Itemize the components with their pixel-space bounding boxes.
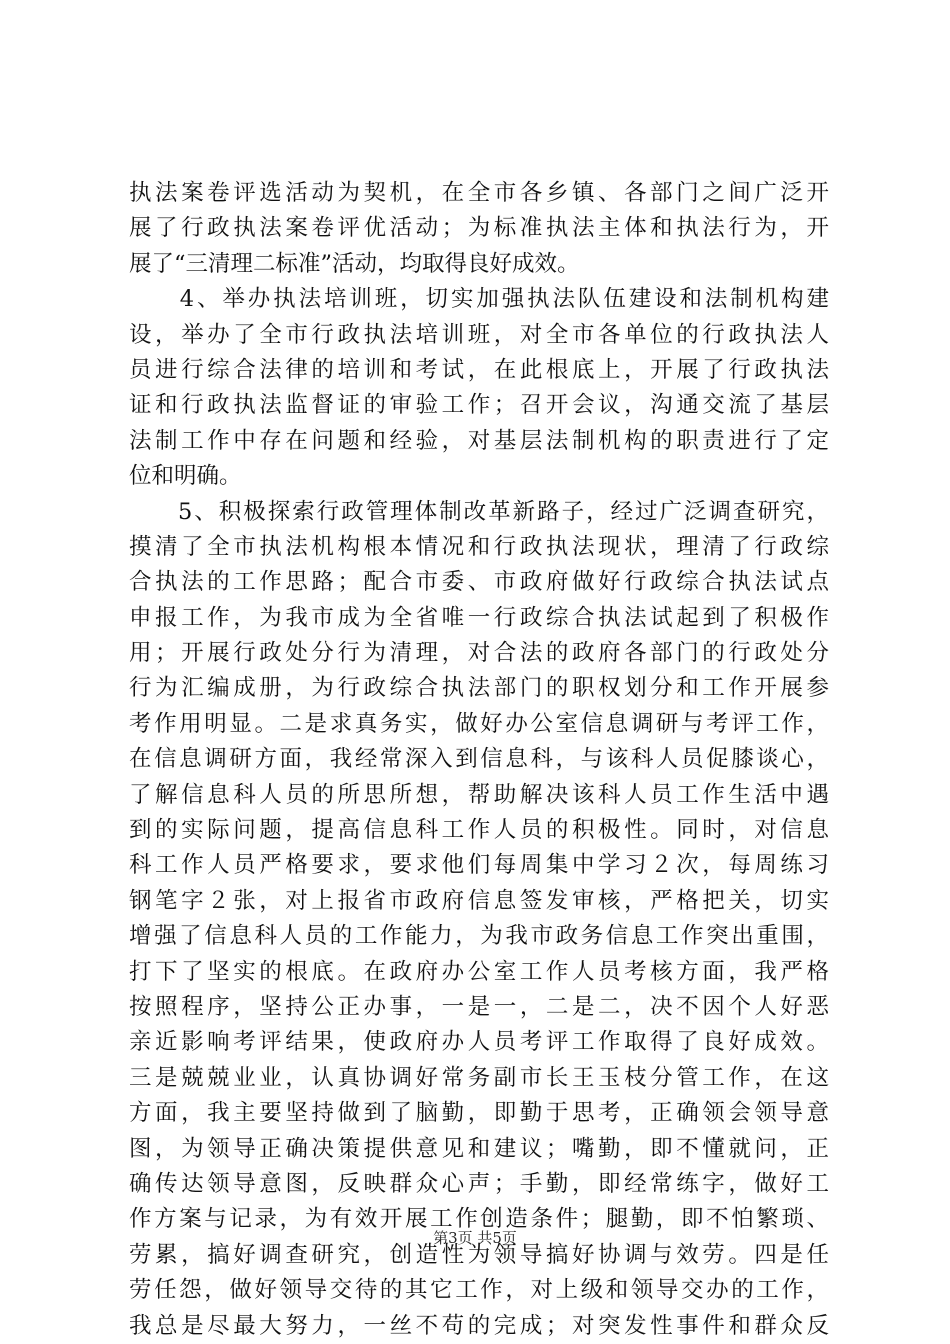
text-line: 到的实际问题，提高信息科工作人员的积极性。同时，对信息 [129,817,829,844]
text-line: 展了“三清理二标准”活动，均取得良好成效。 [129,250,580,277]
text-line: 合执法的工作思路；配合市委、市政府做好行政综合执法试点 [129,569,829,596]
text-line: 员进行综合法律的培训和考试，在此根底上，开展了行政执法 [129,356,829,383]
body-text [129,176,829,1344]
text-line: 亲近影响考评结果，使政府办人员考评工作取得了良好成效。 [129,1029,829,1056]
text-line: 在信息调研方面，我经常深入到信息科，与该科人员促膝谈心， [129,746,829,773]
text-line: 设，举办了全市行政执法培训班，对全市各单位的行政执法人 [129,321,829,348]
text-line: 摸清了全市执法机构根本情况和行政执法现状，理清了行政综 [129,533,829,560]
text-line: 方面，我主要坚持做到了脑勤，即勤于思考，正确领会领导意 [129,1100,829,1127]
text-line: 科工作人员严格要求，要求他们每周集中学习２次，每周练习 [129,852,829,879]
text-line: 三是兢兢业业，认真协调好常务副市长王玉枝分管工作，在这 [129,1064,829,1091]
text-line: 增强了信息科人员的工作能力，为我市政务信息工作突出重围， [129,923,829,950]
text-line: 钢笔字２张，对上报省市政府信息签发审核，严格把关，切实 [129,887,829,914]
text-line: 位和明确。 [129,463,242,490]
text-line: 作方案与记录，为有效开展工作创造条件；腿勤，即不怕繁琐、 [129,1206,829,1233]
text-line: 用；开展行政处分行为清理，对合法的政府各部门的行政处分 [129,640,829,667]
text-line: 证和行政执法监督证的审验工作；召开会议，沟通交流了基层 [129,392,829,419]
text-line: 按照程序，坚持公正办事，一是一，二是二，决不因个人好恶 [129,993,829,1020]
text-line: 劳累，搞好调查研究，创造性为领导搞好协调与效劳。四是任 [129,1241,829,1268]
page-footer: 第3页 共5页 [433,1229,517,1247]
text-line: 我总是尽最大努力，一丝不苟的完成；对突发性事件和群众反 [129,1312,829,1339]
text-line: 申报工作，为我市成为全省唯一行政综合执法试起到了积极作 [129,604,829,631]
text-line: 打下了坚实的根底。在政府办公室工作人员考核方面，我严格 [129,958,829,985]
text-line: 图，为领导正确决策提供意见和建议；嘴勤，即不懂就问，正 [129,1135,829,1162]
text-line: 考作用明显。二是求真务实，做好办公室信息调研与考评工作， [129,710,829,737]
text-line: 法制工作中存在问题和经验，对基层法制机构的职责进行了定 [129,427,829,454]
text-line: 4、举办执法培训班，切实加强执法队伍建设和法制机构建 [129,286,829,313]
text-line: 了解信息科人员的所思所想，帮助解决该科人员工作生活中遇 [129,781,829,808]
text-line: 劳任怨，做好领导交待的其它工作，对上级和领导交办的工作， [129,1277,829,1304]
text-line: 行为汇编成册，为行政综合执法部门的职权划分和工作开展参 [129,675,829,702]
text-line: 5、积极探索行政管理体制改革新路子，经过广泛调查研究， [129,498,829,525]
text-line: 执法案卷评选活动为契机，在全市各乡镇、各部门之间广泛开 [129,180,829,206]
text-line: 确传达领导意图，反映群众心声；手勤，即经常练字，做好工 [129,1170,829,1197]
text-line: 展了行政执法案卷评优活动；为标准执法主体和执法行为，开 [129,215,829,242]
